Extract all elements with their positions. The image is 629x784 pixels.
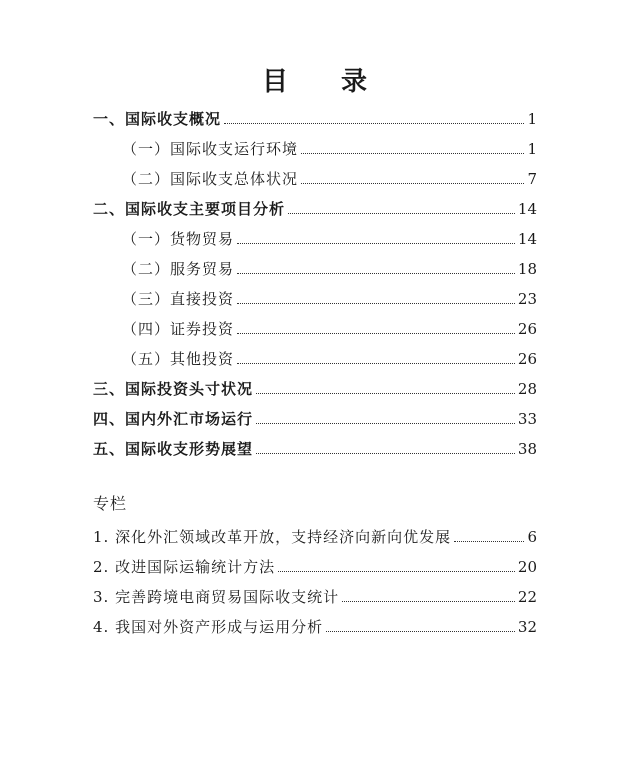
- toc-entry[interactable]: [122, 135, 537, 159]
- toc-entry-label: 一、国际收支概况: [93, 110, 222, 128]
- leader-dots: [301, 182, 524, 184]
- special-entry[interactable]: [93, 553, 537, 577]
- leader-dots: [256, 422, 515, 424]
- leader-dots: [256, 392, 515, 394]
- toc-entry-label: （一）国际收支运行环境: [122, 140, 299, 158]
- page-title: 目 录: [261, 67, 390, 97]
- leader-dots: [301, 152, 524, 154]
- leader-dots: [454, 540, 524, 542]
- toc-entry-page: 14: [517, 230, 537, 248]
- special-entry-label: 3. 完善跨境电商贸易国际收支统计: [93, 588, 340, 606]
- toc-entry-label: （三）直接投资: [122, 290, 235, 308]
- special-entry-page: 22: [517, 588, 537, 606]
- leader-dots: [237, 242, 515, 244]
- toc-entry-page: 1: [527, 140, 537, 158]
- toc-entry[interactable]: [93, 405, 537, 429]
- special-entry-label: 1. 深化外汇领域改革开放，支持经济向新向优发展: [93, 528, 452, 546]
- toc-entry[interactable]: [122, 315, 537, 339]
- toc-entry[interactable]: [122, 225, 537, 249]
- special-entry[interactable]: [93, 613, 537, 637]
- toc-entry-label: （四）证券投资: [122, 320, 235, 338]
- toc-entry-label: （五）其他投资: [122, 350, 235, 368]
- toc-entry-page: 7: [527, 170, 537, 188]
- toc-entry-page: 38: [517, 440, 537, 458]
- special-entry-label: 4. 我国对外资产形成与运用分析: [93, 618, 324, 636]
- toc-entry[interactable]: [93, 435, 537, 459]
- toc-entry[interactable]: [122, 255, 537, 279]
- toc-entry-label: 三、国际投资头寸状况: [93, 380, 254, 398]
- leader-dots: [237, 332, 515, 334]
- toc-entry[interactable]: [93, 195, 537, 219]
- leader-dots: [224, 122, 524, 124]
- toc-entry-page: 33: [517, 410, 537, 428]
- toc-entry-page: 1: [527, 110, 537, 128]
- toc-entry[interactable]: [93, 375, 537, 399]
- toc-entry-label: 四、国内外汇市场运行: [93, 410, 254, 428]
- toc-entry-page: 26: [517, 350, 537, 368]
- special-entry[interactable]: [93, 523, 537, 547]
- special-section-heading: 专栏: [93, 494, 128, 513]
- toc-entry-label: 五、国际收支形势展望: [93, 440, 254, 458]
- toc-entry-label: （二）国际收支总体状况: [122, 170, 299, 188]
- toc-entry-page: 14: [517, 200, 537, 218]
- toc-entry-label: （一）货物贸易: [122, 230, 235, 248]
- toc-entry-label: （二）服务贸易: [122, 260, 235, 278]
- leader-dots: [237, 362, 515, 364]
- special-entry-page: 32: [517, 618, 537, 636]
- toc-entry[interactable]: [122, 345, 537, 369]
- special-entry[interactable]: [93, 583, 537, 607]
- toc-entry[interactable]: [122, 285, 537, 309]
- leader-dots: [237, 272, 515, 274]
- toc-entry-label: 二、国际收支主要项目分析: [93, 200, 286, 218]
- leader-dots: [256, 452, 515, 454]
- leader-dots: [278, 570, 515, 572]
- leader-dots: [342, 600, 515, 602]
- toc-entry-page: 26: [517, 320, 537, 338]
- leader-dots: [288, 212, 515, 214]
- leader-dots: [326, 630, 515, 632]
- special-entry-label: 2. 改进国际运输统计方法: [93, 558, 276, 576]
- toc-entry[interactable]: [93, 105, 537, 129]
- special-entry-page: 20: [517, 558, 537, 576]
- toc-entry-page: 23: [517, 290, 537, 308]
- toc-entry-page: 28: [517, 380, 537, 398]
- leader-dots: [237, 302, 515, 304]
- special-entry-page: 6: [527, 528, 537, 546]
- toc-entry[interactable]: [122, 165, 537, 189]
- toc-entry-page: 18: [517, 260, 537, 278]
